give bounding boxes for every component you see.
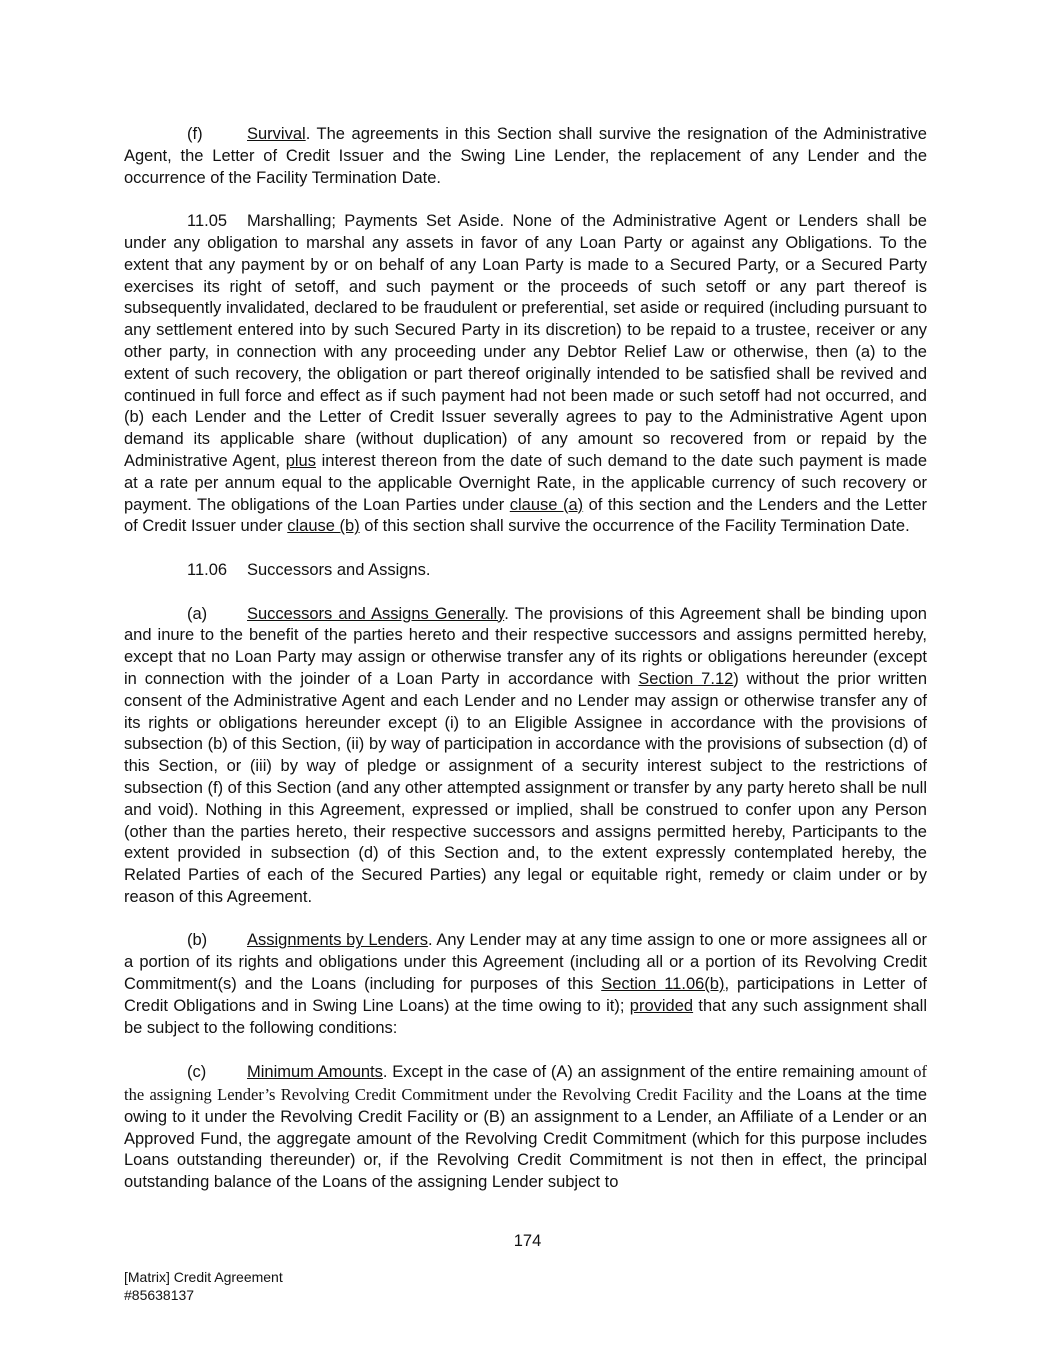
successors-text-1: . The provisions of this Agreement shall be binding upon and inure to the benefit of the parties hereto and their respective successors and assigns permitted hereby, except that no Loan Party may assign or otherwise transfer any of its rights or obligations hereunder (except in connection with the joinder of a Loan Party in accordance with	[124, 604, 927, 688]
minimum-amounts-serif-text: amount of the assigning Lender’s Revolving Credit Commitment under the Revolving Credit Facility and	[124, 1062, 927, 1105]
successors-text-2: ) without the prior written consent of the Administrative Agent and each Lender and no Lender may assign or otherwise transfer any of its rights or obligations hereunder except (i) to an Eligible Assignee in accordance with the provisions of subsection (b) of this Section, (ii) by way of participation in accordance with the provisions of subsection (d) of this Section, or (iii) by way of pledge or assignment of a security interest subject to the restrictions of subsection (f) of this Section (and any other attempted assignment or transfer by any party hereto shall be null and void). Nothing in this Agreement, expressed or implied, shall be construed to confer upon any Person (other than the parties hereto, their respective successors and assigns permitted hereby, Participants to the extent provided in subsection (d) of this Section and, to the extent expressly contemplated hereby, the Related Parties of each of the Secured Parties) any legal or equitable right, remedy or claim under or by reason of this Agreement.	[124, 669, 928, 906]
section-7-12-reference: Section 7.12	[638, 669, 734, 688]
minimum-amounts-text-2: the Loans at the time owing to it under the Revolving Credit Facility or (B) an assignment to a Lender, an Affiliate of a Lender or an Approved Fund, the aggregate amount of the Revolving Credit Commitment (which for this purpose includes Loans outstanding thereunder) or, if the Revolving Credit Commitment is not then in effect, the principal outstanding balance of the Loans of the assigning Lender subject to	[124, 1086, 927, 1192]
section-11-06-b-reference: Section 11.06(b)	[601, 975, 725, 994]
clause-label-a: (a)	[187, 604, 208, 623]
paragraph-11-05	[124, 211, 927, 538]
assignments-heading: Assignments by Lenders	[247, 931, 428, 950]
assignments-text-1: . Any Lender may at any time assign to one or more assignees all or a portion of its rights and obligations under this Agreement (including all or a portion of its Revolving Credit Commitment(s) and the Loans (including for purposes of this	[124, 931, 927, 994]
page-number: 174	[513, 1232, 542, 1250]
paragraph-a-successors	[124, 604, 927, 909]
section-11-05-text-1: None of the Administrative Agent or Lenders shall be under any obligation to marshal any assets in favor of any Loan Party or against any Obligations. To the extent that any payment by or on behalf of any Loan Party is made to a Secured Party, or a Secured Party exercises its right of setoff, and such payment or the proceeds of such setoff or any part thereof is subsequently invalidated, declared to be fraudulent or preferential, set aside or required (including pursuant to any settlement entered into by such Secured Party in its discretion) to be repaid to a trustee, receiver or any other party, in connection with any proceeding under any Debtor Relief Law or otherwise, then (a) to the extent of such recovery, the obligation or part thereof originally intended to be satisfied shall be revived and continued in full force and effect as if such payment had not been made or such setoff had not occurred, and (b) each Lender and the Letter of Credit Issuer severally agrees to pay to the Administrative Agent upon demand its applicable share (without duplication) of any amount so recovered from or repaid by the Administrative Agent,	[124, 212, 927, 470]
clause-b-reference: clause (b)	[287, 517, 360, 536]
clause-label-c: (c)	[187, 1063, 207, 1082]
provided-term: provided	[629, 996, 694, 1015]
minimum-amounts-text-1: . Except in the case of (A) an assignment of the entire remaining	[382, 1063, 860, 1082]
paragraph-f-survival	[124, 124, 927, 189]
plus-term: plus	[285, 451, 316, 470]
section-number-11-06: 11.06	[187, 560, 228, 579]
clause-label-f: (f)	[187, 125, 203, 143]
paragraph-b-assignments	[124, 930, 927, 1039]
assignments-text-2: , participations in Letter of Credit Obligations and in Swing Line Loans) at the time owing to it);	[124, 975, 927, 1015]
clause-label-b: (b)	[187, 931, 208, 950]
section-11-05-text-3: of this section and the Lenders and the Letter of Credit Issuer under	[124, 495, 927, 536]
paragraph-11-06-heading	[124, 560, 927, 582]
survival-heading: Survival	[247, 125, 306, 143]
document-footer	[124, 1268, 283, 1304]
section-11-05-text-2: interest thereon from the date of such demand to the date such payment is made at a rate per annum equal to the applicable Overnight Rate, in the applicable currency of such recovery or payment. The obligations of the Loan Parties under	[124, 451, 928, 514]
clause-a-reference: clause (a)	[509, 495, 584, 514]
successors-heading: Successors and Assigns Generally	[247, 604, 505, 623]
section-11-05-text-4: of this section shall survive the occurrence of the Facility Termination Date.	[359, 517, 910, 536]
section-number-11-05: 11.05	[187, 212, 228, 231]
section-title-11-06: Successors and Assigns.	[247, 560, 431, 579]
assignments-text-3: that any such assignment shall be subject to the following conditions:	[124, 996, 927, 1037]
document-page	[124, 124, 927, 1216]
minimum-amounts-heading: Minimum Amounts	[247, 1063, 383, 1082]
section-title-11-05: Marshalling; Payments Set Aside.	[247, 212, 505, 231]
footer-document-title: [Matrix] Credit Agreement	[124, 1269, 283, 1285]
paragraph-c-minimum-amounts	[124, 1061, 927, 1194]
survival-text: . The agreements in this Section shall survive the resignation of the Administrative Agent, the Letter of Credit Issuer and the Swing Line Lender, the replacement of any Lender and the occurrence of the Facility Termination Date.	[124, 125, 927, 187]
footer-document-id: #85638137	[124, 1287, 195, 1303]
